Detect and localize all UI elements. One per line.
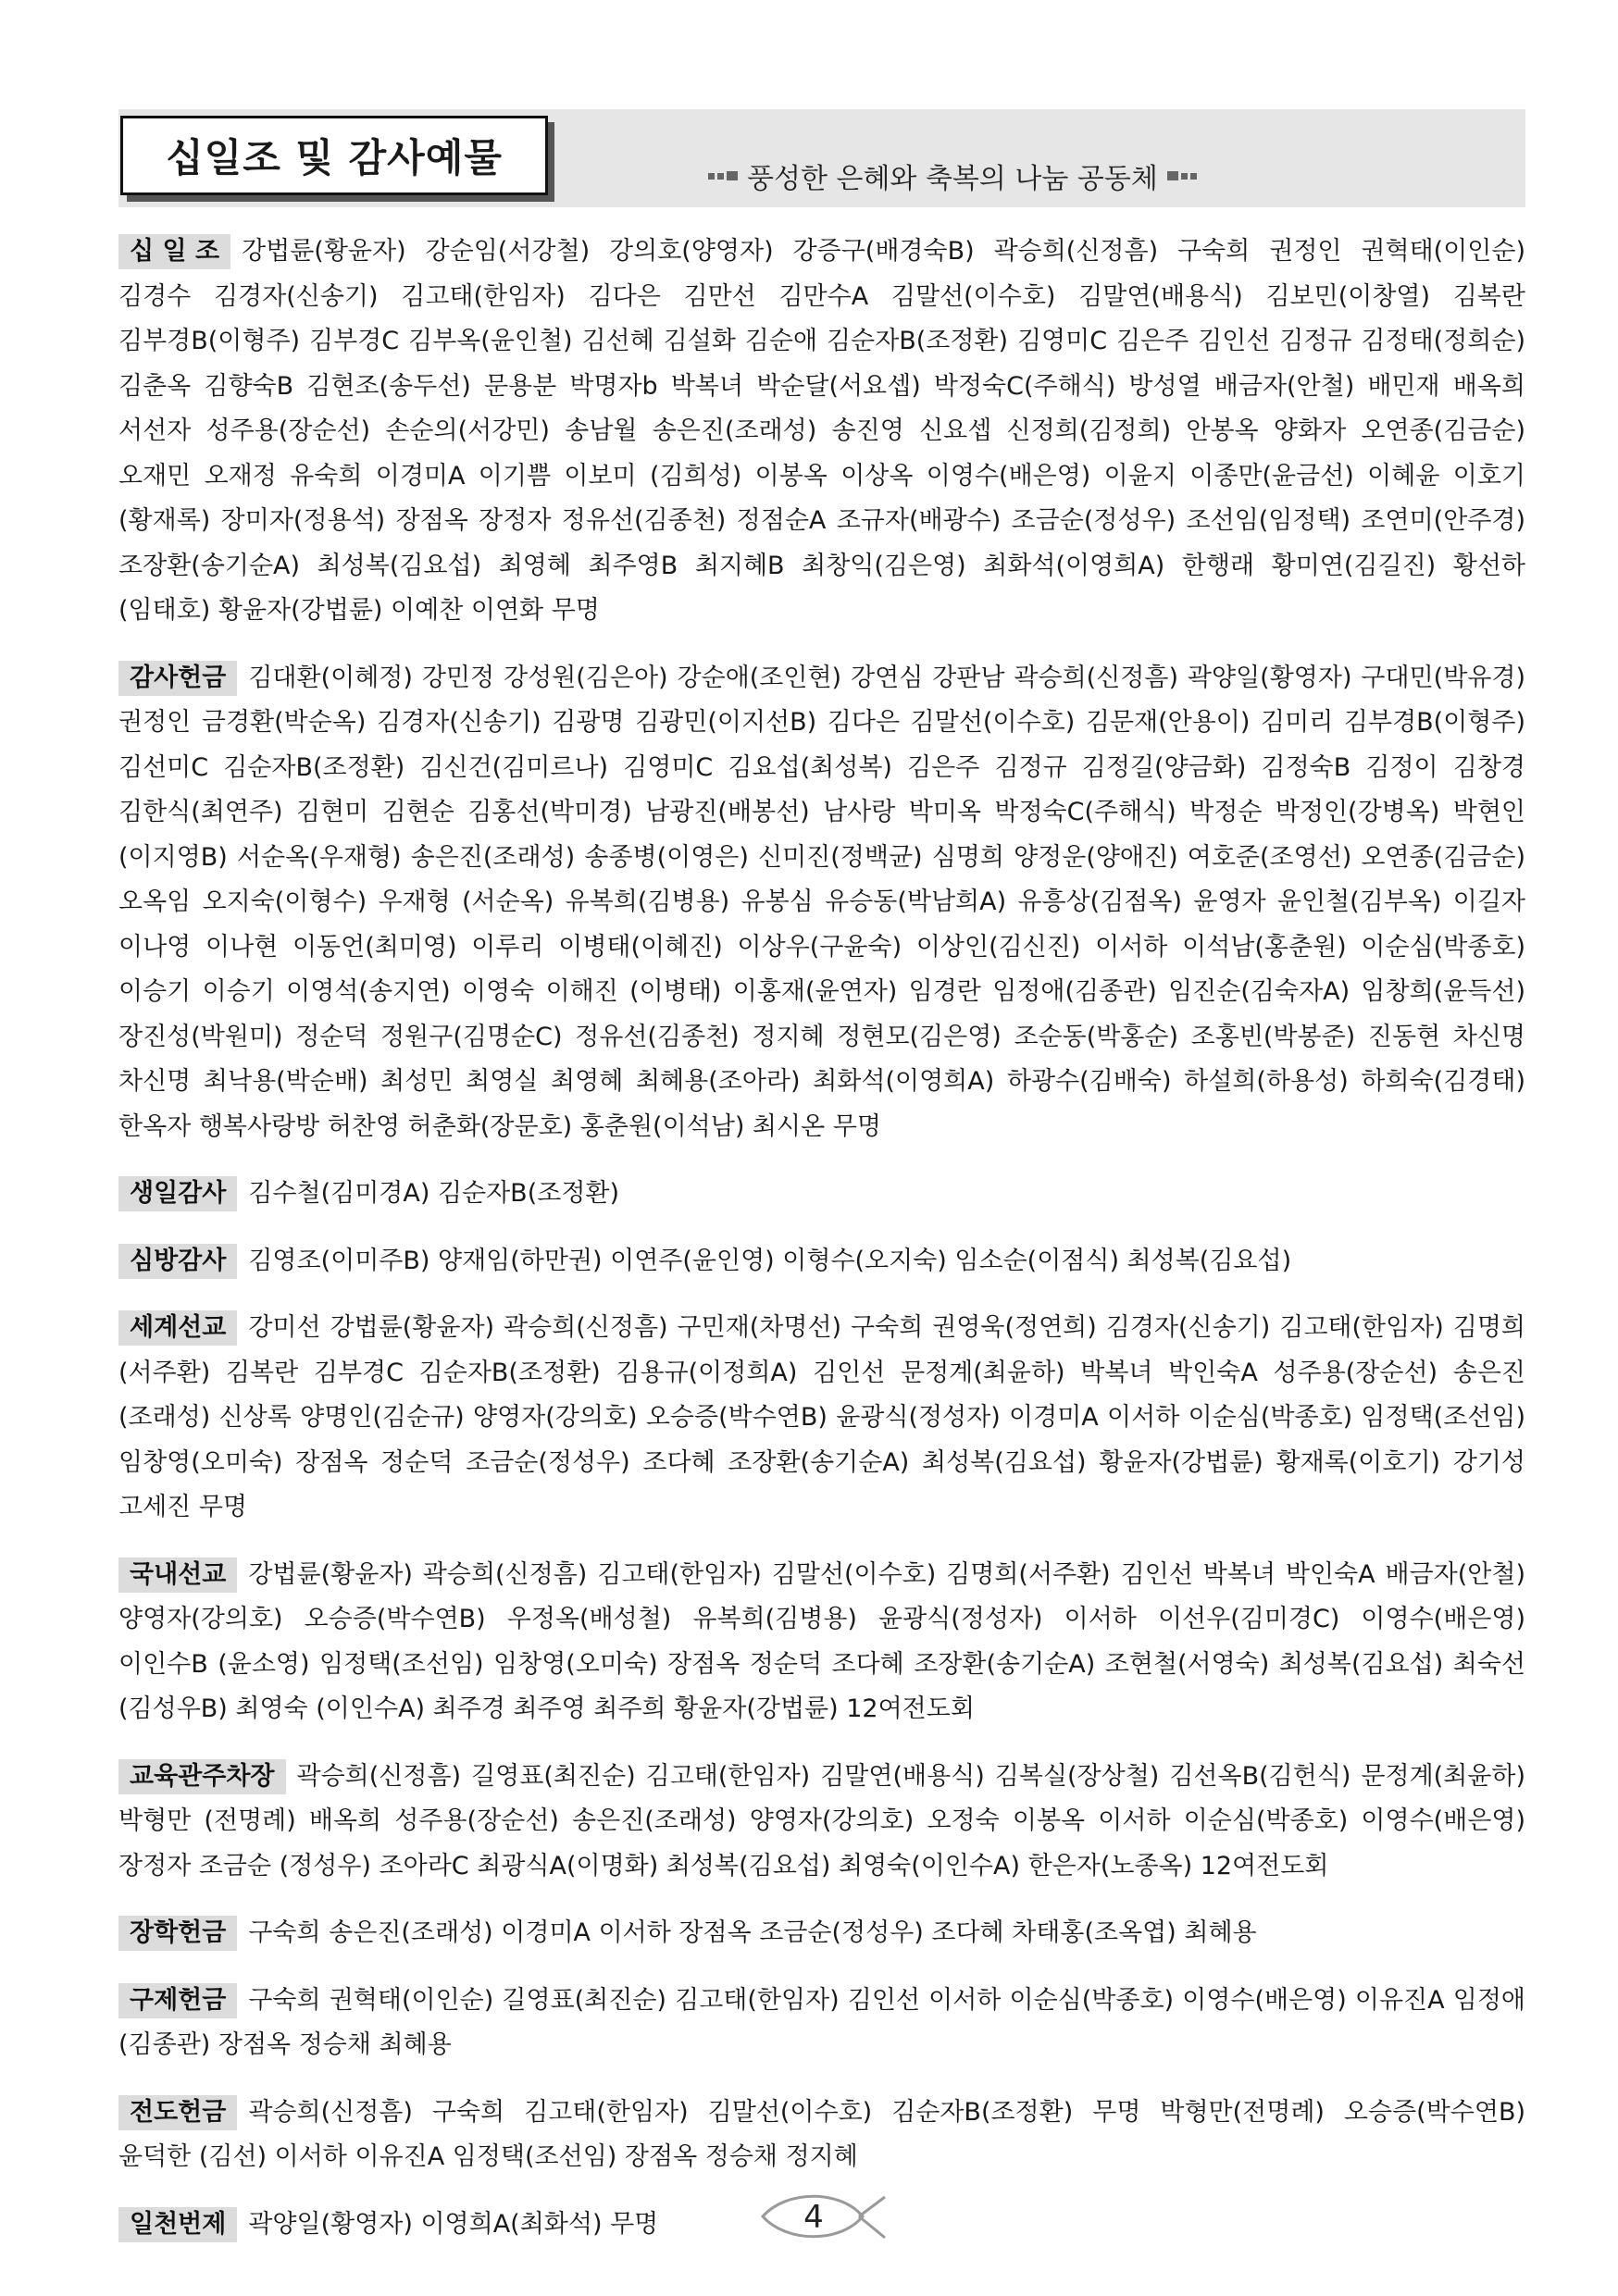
section-thanks-offering: [118, 643, 1525, 1150]
section-label: 국내선교: [118, 1558, 237, 1593]
section-label: 생일감사: [118, 1176, 237, 1211]
section-visitation-thanks: [118, 1226, 1525, 1285]
section-scholarship: [118, 1898, 1525, 1956]
section-relief: [118, 1966, 1525, 2068]
subtitle-text: 풍성한 은혜와 축복의 나눔 공동체: [747, 163, 1158, 195]
section-names: 김영조(이미주B) 양재임(하만권) 이연주(윤인영) 이형수(오지숙) 임소순(이점식) 최성복(김요섭): [248, 1246, 1292, 1275]
page-footer: [759, 2186, 889, 2247]
section-label: 십 일 조: [118, 234, 230, 269]
section-label: 구제헌금: [118, 1983, 237, 2018]
left-dots-ornament: [708, 171, 738, 180]
page-subtitle: [708, 155, 1197, 196]
section-birthday-thanks: [118, 1159, 1525, 1217]
section-world-mission: [118, 1293, 1525, 1531]
page-number: 4: [803, 2199, 824, 2236]
section-label: 교육관주차장: [118, 1759, 286, 1794]
section-names: 강미선 강법륜(황윤자) 곽승희(신정흠) 구민재(차명선) 구숙희 권영욱(정연희) 김경자(신송기) 김고태(한임자) 김명희 (서주환) 김복란 김부경C 김순자B(조정환) 김용규(이정희A) 김인선 문정계(최윤하) 박복녀 박인숙A 성주용(장순선) 송은진(조래성) 신상록 양명인(김순규) 양영자(강의호) 오승증(박수연B) 윤광식(정성자) 이경미A 이서하 이순심(박종호) 임정택(조선임) 임창영(오미숙) 장점옥 정순덕 조금순(정성우) 조다혜 조장환(송기순A) 최성복(김요섭) 황윤자(강법륜) 황재록(이호기) 강기성 고세진 무명: [118, 1313, 1525, 1521]
section-names: 김수철(김미경A) 김순자B(조정환): [248, 1179, 620, 1208]
right-dots-ornament: [1167, 171, 1197, 180]
section-names: 곽승희(신정흠) 길영표(최진순) 김고태(한임자) 김말연(배용식) 김복실(장상철) 김선옥B(김헌식) 문정계(최윤하) 박형만 (전명례) 배옥희 성주용(장순선) 송은진(조래성) 양영자(강의호) 오정숙 이봉옥 이서하 이순심(박종호) 이영수(배은영) 장정자 조금순 (정성우) 조아라C 최광식A(이명화) 최성복(김요섭) 최영숙(이인수A) 한은자(노종옥) 12여전도회: [118, 1761, 1525, 1880]
section-names: 구숙희 권혁태(이인순) 길영표(최진순) 김고태(한임자) 김인선 이서하 이순심(박종호) 이영수(배은영) 이유진A 임정애 (김종관) 장점옥 정승채 최혜용: [118, 1985, 1525, 2059]
section-label: 세계선교: [118, 1310, 237, 1346]
section-label: 감사헌금: [118, 661, 237, 696]
section-education-parking: [118, 1742, 1525, 1890]
section-domestic-mission: [118, 1540, 1525, 1732]
offering-list: [118, 230, 1525, 2256]
section-label: 일천번제: [118, 2207, 237, 2242]
section-names: 구숙희 송은진(조래성) 이경미A 이서하 장점옥 조금순(정성우) 조다혜 차태홍(조옥엽) 최혜용: [248, 1918, 1257, 1947]
section-label: 전도헌금: [118, 2095, 237, 2130]
section-tithe: [118, 230, 1525, 634]
section-names: 강법륜(황윤자) 곽승희(신정흠) 김고태(한임자) 김말선(이수호) 김명희(서주환) 김인선 박복녀 박인숙A 배금자(안철) 양영자(강의호) 오승증(박수연B) 우정옥(배성철) 유복희(김병용) 윤광식(정성자) 이서하 이선우(김미경C) 이영수(배은영) 이인수B (윤소영) 임정택(조선임) 임창영(오미숙) 장점옥 정순덕 조다혜 조장환(송기순A) 조현철(서영숙) 최성복(김요섭) 최숙선(김성우B) 최영숙 (이인수A) 최주경 최주영 최주희 황윤자(강법륜) 12여전도회: [118, 1559, 1526, 1723]
section-names: 강법륜(황윤자) 강순임(서강철) 강의호(양영자) 강증구(배경숙B) 곽승희(신정흠) 구숙희 권정인 권혁태(이인순) 김경수 김경자(신송기) 김고태(한임자) 김다은 김만선 김만수A 김말선(이수호) 김말연(배용식) 김보민(이창열) 김복란 김부경B(이형주) 김부경C 김부옥(윤인철) 김선혜 김설화 김순애 김순자B(조정환) 김영미C 김은주 김인선 김정규 김정태(정희순) 김춘옥 김향숙B 김현조(송두선) 문용분 박명자b 박복녀 박순달(서요셉) 박정숙C(주해식) 방성열 배금자(안철) 배민재 배옥희 서선자 성주용(장순선) 손순의(서강민) 송남월 송은진(조래성) 송진영 신요셉 신정희(김정희) 안봉옥 양화자 오연종(김금순) 오재민 오재정 유숙희 이경미A 이기쁨 이보미 (김희성) 이봉옥 이상옥 이영수(배은영) 이윤지 이종만(윤금선) 이혜윤 이호기(황재록) 장미자(정용석) 장점옥 장정자 정유선(김종천) 정점순A 조규자(배광수) 조금순(정성우) 조선임(임정택) 조연미(안주경) 조장환(송기순A) 최성복(김요섭) 최영혜 최주영B 최지혜B 최창익(김은영) 최화석(이영희A) 한행래 황미연(김길진) 황선하(임태호) 황윤자(강법륜) 이예찬 이연화 무명: [118, 237, 1525, 625]
section-label: 장학헌금: [118, 1916, 237, 1951]
section-evangelism: [118, 2078, 1525, 2180]
section-names: 김대환(이혜정) 강민정 강성원(김은아) 강순애(조인현) 강연심 강판남 곽승희(신정흠) 곽양일(황영자) 구대민(박유경) 권정인 금경환(박순옥) 김경자(신송기) 김광명 김광민(이지선B) 김다은 김말선(이수호) 김문재(안용이) 김미리 김부경B(이형주) 김선미C 김순자B(조정환) 김신건(김미르나) 김영미C 김요섭(최성복) 김은주 김정규 김정길(양금화) 김정숙B 김정이 김창경 김한식(최연주) 김현미 김현순 김홍선(박미경) 남광진(배봉선) 남사랑 박미옥 박정숙C(주해식) 박정순 박정인(강병옥) 박현인(이지영B) 서순옥(우재형) 송은진(조래성) 송종병(이영은) 신미진(정백균) 심명희 양정운(양애진) 여호준(조영선) 오연종(김금순) 오옥임 오지숙(이형수) 우재형 (서순옥) 유복희(김병용) 유봉심 유승동(박남희A) 유흥상(김점옥) 윤영자 윤인철(김부옥) 이길자 이나영 이나현 이동언(최미영) 이루리 이병태(이혜진) 이상우(구윤숙) 이상인(김신진) 이서하 이석남(홍춘원) 이순심(박종호) 이승기 이승기 이영석(송지연) 이영숙 이해진 (이병태) 이홍재(윤연자) 임경란 임정애(김종관) 임진순(김숙자A) 임창희(윤득선) 장진성(박원미) 정순덕 정원구(김명순C) 정유선(김종천) 정지혜 정현모(김은영) 조순동(박홍순) 조홍빈(박봉준) 진동현 차신명 차신명 최낙용(박순배) 최성민 최영실 최영혜 최혜용(조아라) 최화석(이영희A) 하광수(김배숙) 하설희(하용성) 하희숙(김경태) 한옥자 행복사랑방 허찬영 허춘화(장문호) 홍춘원(이석남) 최시온 무명: [118, 663, 1525, 1141]
section-names: 곽양일(황영자) 이영희A(최화석) 무명: [248, 2209, 659, 2239]
page-title: 십일조 및 감사예물: [120, 116, 548, 195]
section-names: 곽승희(신정흠) 구숙희 김고태(한임자) 김말선(이수호) 김순자B(조정환) 무명 박형만(전명례) 오승증(박수연B) 윤덕한 (김선) 이서하 이유진A 임정택(조선임) 장점옥 정승채 정지혜: [118, 2097, 1525, 2171]
section-label: 심방감사: [118, 1244, 237, 1279]
